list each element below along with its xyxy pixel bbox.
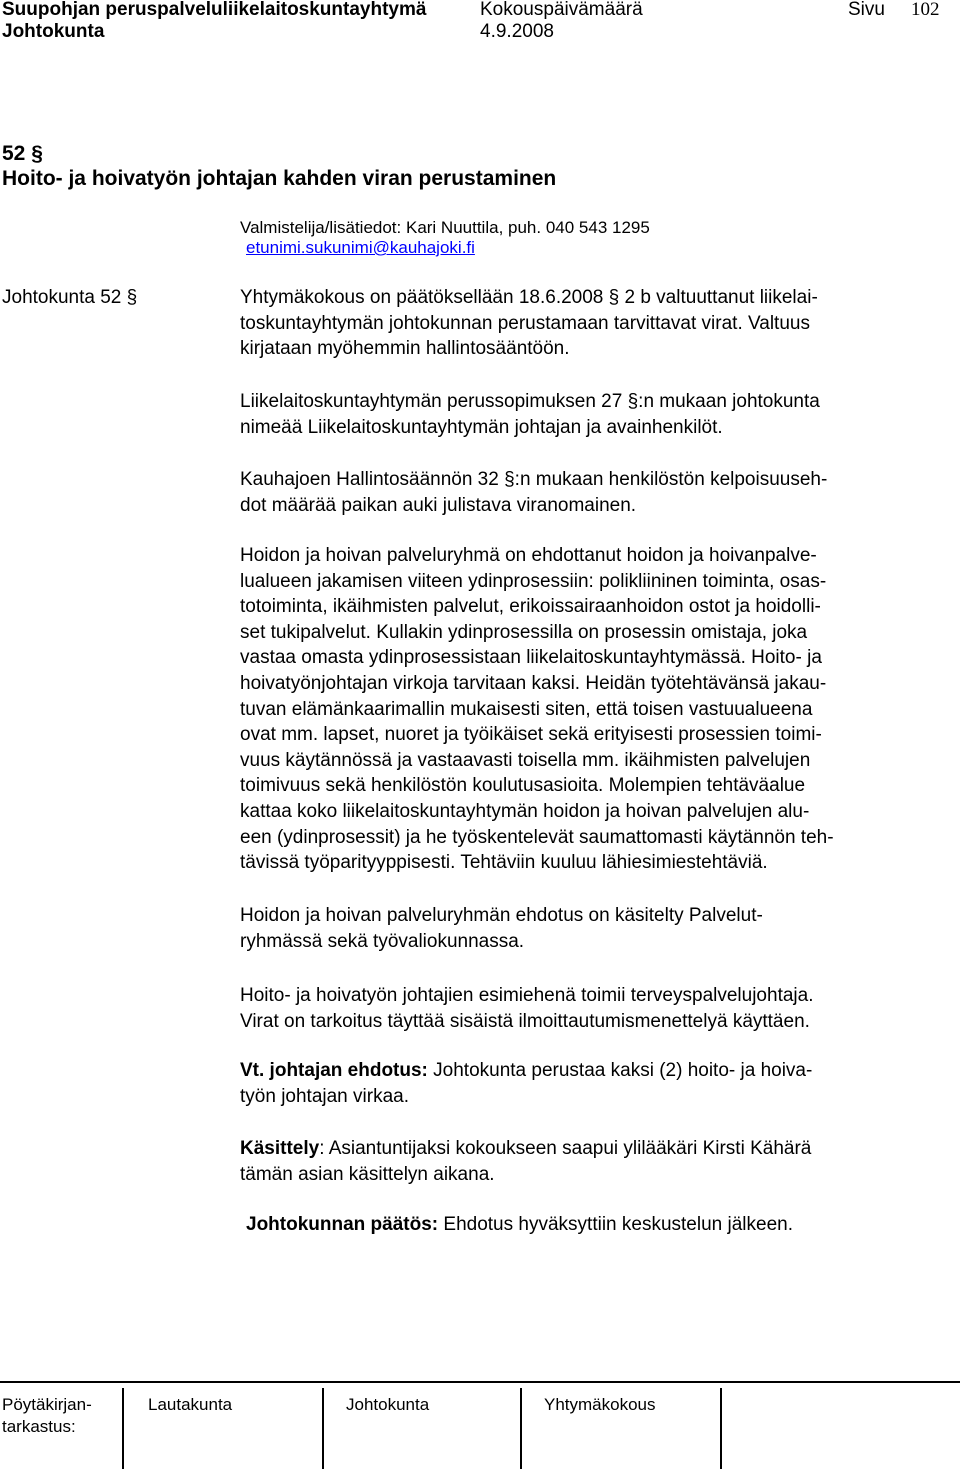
paragraph-line: toimivuus sekä henkilöstön koulutusasioita. Molempien tehtäväalue [240,775,806,797]
footer-col-lautakunta: Lautakunta [148,1395,233,1414]
item-symbol: § [126,287,138,308]
footer-divider [520,1388,522,1469]
section-number: 52 [2,142,26,165]
paragraph-line: Liikelaitoskuntayhtymän perussopimuksen 27 §:n mukaan johtokunta [240,391,820,412]
proposal [240,1058,940,1109]
paragraph-line: Yhtymäkokous on päätöksellään 18.6.2008 § 2 b valtuuttanut liikelai- [240,287,818,308]
paragraph-line: ovat mm. lapset, nuoret ja työikäiset sekä erityisesti prosessien toimi- [240,724,822,746]
footer-divider [122,1388,124,1469]
paragraph-line: Virat on tarkoitus täyttää sisäistä ilmoittautumismenettelyä käyttäen. [240,1010,810,1032]
proposal-label: Vt. johtajan ehdotus: [240,1060,428,1081]
header-org: Suupohjan peruspalveluliikelaitoskuntayhtymä [2,0,427,20]
footer-divider [322,1388,324,1469]
handling-text-cont: tämän asian käsittelyn aikana. [240,1163,495,1185]
paragraph-line: toskuntayhtymän johtokunnan perustamaan tarvittavat virat. Valtuus [240,312,810,334]
decision-text: Ehdotus hyväksyttiin keskustelun jälkeen. [438,1214,793,1235]
section-symbol: § [31,142,43,165]
handling-label: Käsittely [240,1138,320,1159]
paragraph-line: lualueen jakamisen viiteen ydinprosessiin: polikliininen toiminta, osas- [240,570,827,592]
paragraph-line: Hoito- ja hoivatyön johtajien esimiehenä toimii terveyspalvelujohtaja. [240,985,814,1006]
proposal-text-cont: työn johtajan virkaa. [240,1085,409,1107]
paragraph-line: set tukipalvelut. Kullakin ydinprosessilla on prosessin omistaja, joka [240,621,808,643]
paragraph-line: een (ydinprosessit) ja he työskentelevät saumattomasti käytännön teh- [240,826,834,848]
preparer-email-link[interactable]: etunimi.sukunimi@kauhajoki.fi [246,238,475,257]
header-body: Johtokunta [2,21,105,42]
paragraph-line: dot määrää paikan auki julistava viranomainen. [240,494,637,516]
header-page-label: Sivu [848,0,885,20]
footer-check-label-line1: Pöytäkirjan- [2,1395,92,1414]
item-label [2,285,137,311]
paragraph-line: totoiminta, ikäihmisten palvelut, erikoissairaanhoidon ostot ja hoidolli- [240,596,821,618]
footer-check-label [2,1394,92,1438]
section-title: Hoito- ja hoivatyön johtajan kahden viran perustaminen [2,167,557,190]
paragraph-line: kirjataan myöhemmin hallintosääntöön. [240,338,570,360]
header-page-number: 102 [911,0,940,20]
paragraph-line: Hoidon ja hoivan palveluryhmän ehdotus on käsitelty Palvelut- [240,905,763,926]
item-body-number: Johtokunta 52 [2,287,122,308]
footer-check-label-line2: tarkastus: [2,1417,76,1436]
footer-rule [0,1381,960,1383]
handling-text: : Asiantuntijaksi kokoukseen saapui ylilääkäri Kirsti Kähärä [319,1138,812,1159]
header-date-label: Kokouspäivämäärä [480,0,643,20]
header-date: 4.9.2008 [480,21,554,42]
paragraph-line: tuvan elämänkaarimallin mukaisesti siten, että toisen vastuualueena [240,698,813,720]
paragraph-line: Hoidon ja hoivan palveluryhmä on ehdottanut hoidon ja hoivanpalve- [240,545,817,566]
paragraph-line: ryhmässä sekä työvaliokunnassa. [240,930,525,952]
handling [240,1136,940,1187]
paragraph-line: vuus käytännössä ja vastaavasti toisella mm. ikäihmisten palvelujen [240,749,811,771]
paragraph-line: nimeää Liikelaitoskuntayhtymän johtajan ja avainhenkilöt. [240,416,723,438]
paragraph-4 [240,543,940,876]
paragraph-6 [240,983,940,1034]
footer-col-johtokunta: Johtokunta [346,1395,430,1414]
paragraph-3 [240,467,940,518]
footer-divider [720,1388,722,1469]
paragraph-5 [240,903,940,954]
paragraph-1 [240,285,940,362]
proposal-text: Johtokunta perustaa kaksi (2) hoito- ja hoiva- [427,1060,813,1081]
paragraph-line: Kauhajoen Hallintosäännön 32 §:n mukaan henkilöstön kelpoisuuseh- [240,469,828,490]
decision-label: Johtokunnan päätös: [246,1214,439,1235]
footer-col-yhtymakokous: Yhtymäkokous [544,1395,656,1414]
paragraph-line: vastaa omasta ydinprosessistaan liikelaitoskuntayhtymässä. Hoito- ja [240,647,822,669]
paragraph-2 [240,389,940,440]
paragraph-line: hoivatyönjohtajan virkoja tarvitaan kaksi. Heidän työtehtävänsä jakau- [240,672,827,694]
paragraph-line: tävissä työparityyppisesti. Tehtäviin kuuluu lähiesimiestehtäviä. [240,852,768,874]
paragraph-line: kattaa koko liikelaitoskuntayhtymän hoidon ja hoivan palvelujen alu- [240,800,810,822]
decision [246,1212,946,1238]
section-heading [2,142,43,166]
preparer-line: Valmistelija/lisätiedot: Kari Nuuttila, puh. 040 543 1295 [240,218,650,237]
